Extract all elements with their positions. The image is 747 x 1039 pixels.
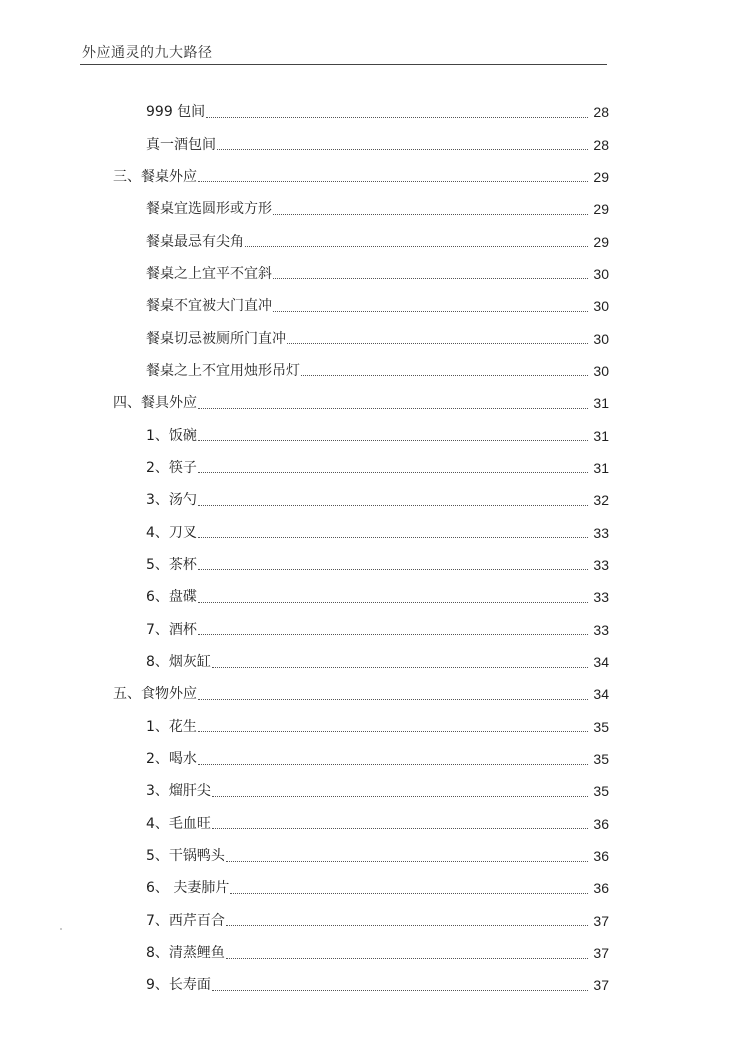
toc-entry-title: 7、酒杯 xyxy=(146,621,197,638)
toc-entry-title: 2、筷子 xyxy=(146,459,197,476)
toc-entry[interactable] xyxy=(0,646,747,678)
toc-page-number: 37 xyxy=(593,912,609,929)
toc-entry-title: 2、喝水 xyxy=(146,751,197,768)
toc-page-number: 35 xyxy=(593,751,609,768)
toc-entry[interactable] xyxy=(0,128,747,160)
toc-entry-title: 8、清蒸鲤鱼 xyxy=(146,945,225,962)
dot-leader xyxy=(198,731,588,732)
toc-page-number: 36 xyxy=(593,880,609,897)
dot-leader xyxy=(198,472,588,473)
toc-page-number: 31 xyxy=(593,459,609,476)
toc-page-number: 33 xyxy=(593,621,609,638)
toc-entry[interactable] xyxy=(0,775,747,807)
dot-leader xyxy=(301,375,588,376)
toc-page-number: 30 xyxy=(593,362,609,379)
toc-entry-title: 餐桌切忌被厕所门直冲 xyxy=(146,330,286,347)
dot-leader xyxy=(273,311,588,312)
toc-entry-title: 3、汤勺 xyxy=(146,492,197,509)
dot-leader xyxy=(217,149,588,150)
toc-entry-title: 4、刀叉 xyxy=(146,524,197,541)
toc-entry[interactable] xyxy=(0,872,747,904)
scan-speck xyxy=(60,928,62,930)
toc-entry-title: 1、饭碗 xyxy=(146,427,197,444)
toc-entry[interactable] xyxy=(0,711,747,743)
toc-page-number: 36 xyxy=(593,815,609,832)
toc-entry[interactable] xyxy=(0,258,747,290)
toc-section-entry[interactable] xyxy=(0,161,747,193)
toc-entry-title: 8、烟灰缸 xyxy=(146,654,211,671)
toc-entry[interactable] xyxy=(0,452,747,484)
dot-leader xyxy=(198,181,588,182)
toc-page-number: 30 xyxy=(593,265,609,282)
toc-page-number: 33 xyxy=(593,524,609,541)
dot-leader xyxy=(273,278,588,279)
toc-page-number: 29 xyxy=(593,168,609,185)
toc-entry[interactable] xyxy=(0,937,747,969)
toc-entry-title: 真一酒包间 xyxy=(146,136,216,153)
toc-entry-title: 餐桌之上宜平不宜斜 xyxy=(146,265,272,282)
dot-leader xyxy=(198,634,588,635)
toc-entry-title: 三、餐桌外应 xyxy=(113,168,197,185)
toc-entry[interactable] xyxy=(0,516,747,548)
toc-entry[interactable] xyxy=(0,969,747,1001)
toc-entry-title: 四、餐具外应 xyxy=(113,395,197,412)
dot-leader xyxy=(198,440,588,441)
dot-leader xyxy=(226,925,588,926)
dot-leader xyxy=(212,796,588,797)
toc-page-number: 35 xyxy=(593,718,609,735)
toc-entry-title: 4、毛血旺 xyxy=(146,815,211,832)
toc-section-entry[interactable] xyxy=(0,387,747,419)
toc-entry[interactable] xyxy=(0,193,747,225)
toc-entry[interactable] xyxy=(0,322,747,354)
toc-entry-title: 3、熘肝尖 xyxy=(146,783,211,800)
toc-entry[interactable] xyxy=(0,905,747,937)
toc-entry[interactable] xyxy=(0,549,747,581)
toc-entry-title: 6、 夫妻肺片 xyxy=(146,880,230,897)
toc-entry-title: 餐桌之上不宜用烛形吊灯 xyxy=(146,362,300,379)
toc-page-number: 29 xyxy=(593,233,609,250)
running-header: 外应通灵的九大路径 xyxy=(82,45,213,61)
toc-entry-title: 餐桌宜选圆形或方形 xyxy=(146,201,272,218)
toc-entry[interactable] xyxy=(0,808,747,840)
toc-entry-title: 7、西芹百合 xyxy=(146,912,225,929)
toc-page-number: 37 xyxy=(593,945,609,962)
dot-leader xyxy=(226,861,588,862)
toc-page-number: 33 xyxy=(593,589,609,606)
toc-entry[interactable] xyxy=(0,614,747,646)
dot-leader xyxy=(212,990,588,991)
dot-leader xyxy=(230,893,588,894)
toc-page-number: 34 xyxy=(593,686,609,703)
header-rule xyxy=(80,64,607,65)
toc-page-number: 32 xyxy=(593,492,609,509)
toc-page-number: 29 xyxy=(593,201,609,218)
toc-page-number: 34 xyxy=(593,654,609,671)
dot-leader xyxy=(212,667,588,668)
toc-page-number: 31 xyxy=(593,395,609,412)
dot-leader xyxy=(198,699,588,700)
toc-page-number: 33 xyxy=(593,556,609,573)
dot-leader xyxy=(198,764,588,765)
toc-entry[interactable] xyxy=(0,743,747,775)
table-of-contents xyxy=(0,96,747,1002)
dot-leader xyxy=(287,343,588,344)
toc-entry-title: 9、长寿面 xyxy=(146,977,211,994)
dot-leader xyxy=(273,214,588,215)
toc-entry-title: 5、茶杯 xyxy=(146,556,197,573)
toc-page-number: 31 xyxy=(593,427,609,444)
dot-leader xyxy=(212,828,588,829)
toc-entry[interactable] xyxy=(0,290,747,322)
toc-page-number: 28 xyxy=(593,136,609,153)
toc-entry[interactable] xyxy=(0,96,747,128)
dot-leader xyxy=(198,569,588,570)
toc-entry[interactable] xyxy=(0,355,747,387)
toc-page-number: 30 xyxy=(593,298,609,315)
toc-page-number: 30 xyxy=(593,330,609,347)
toc-entry-title: 餐桌最忌有尖角 xyxy=(146,233,244,250)
dot-leader xyxy=(198,408,588,409)
toc-entry[interactable] xyxy=(0,484,747,516)
toc-entry[interactable] xyxy=(0,419,747,451)
toc-entry-title: 5、干锅鸭头 xyxy=(146,848,225,865)
toc-page-number: 37 xyxy=(593,977,609,994)
dot-leader xyxy=(226,958,588,959)
dot-leader xyxy=(198,505,588,506)
toc-entry-title: 999 包间 xyxy=(146,104,206,121)
dot-leader xyxy=(198,602,588,603)
toc-entry[interactable] xyxy=(0,225,747,257)
toc-entry-title: 1、花生 xyxy=(146,718,197,735)
toc-page-number: 36 xyxy=(593,848,609,865)
toc-section-entry[interactable] xyxy=(0,678,747,710)
toc-entry[interactable] xyxy=(0,840,747,872)
toc-entry-title: 五、食物外应 xyxy=(113,686,197,703)
toc-page-number: 28 xyxy=(593,104,609,121)
toc-page-number: 35 xyxy=(593,783,609,800)
dot-leader xyxy=(198,537,588,538)
dot-leader xyxy=(206,117,588,118)
dot-leader xyxy=(245,246,588,247)
toc-entry-title: 6、盘碟 xyxy=(146,589,197,606)
toc-entry[interactable] xyxy=(0,581,747,613)
toc-entry-title: 餐桌不宜被大门直冲 xyxy=(146,298,272,315)
